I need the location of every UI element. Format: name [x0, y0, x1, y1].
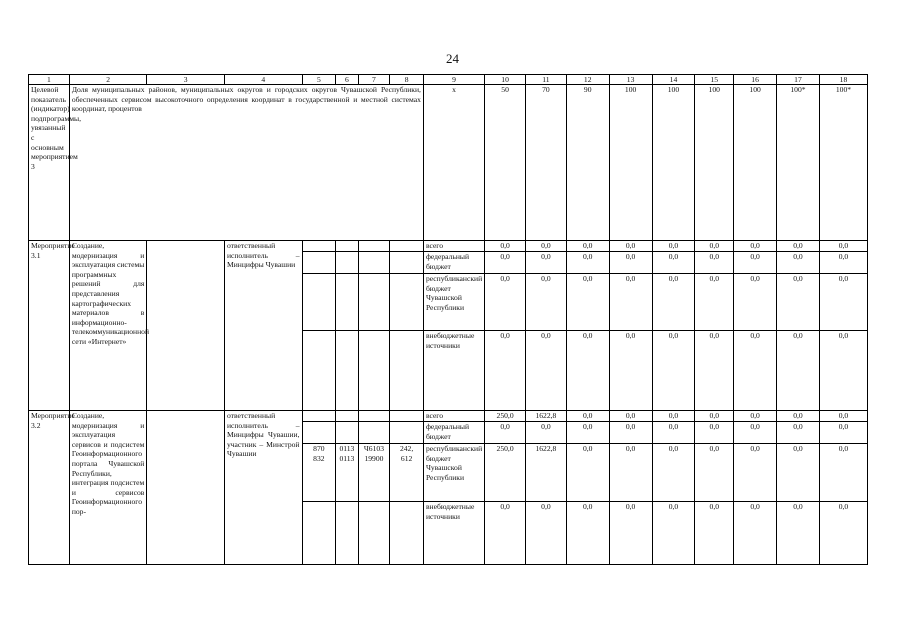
budget-code — [358, 241, 390, 252]
budget-code — [358, 252, 390, 274]
funding-value: 0,0 — [525, 274, 566, 331]
funding-value: 0,0 — [777, 422, 820, 444]
funding-source: республиканский бюджет Чувашской Республики — [423, 274, 484, 331]
funding-value: 0,0 — [485, 252, 526, 274]
column-number: 17 — [777, 75, 820, 85]
funding-value: 0,0 — [485, 422, 526, 444]
measure-participants — [147, 411, 225, 565]
funding-value: 0,0 — [695, 411, 734, 422]
funding-value: 0,0 — [777, 241, 820, 252]
budget-code — [390, 241, 424, 252]
target-value: 70 — [525, 85, 566, 241]
funding-value: 0,0 — [819, 331, 867, 411]
budget-code — [336, 331, 358, 411]
budget-code — [358, 274, 390, 331]
column-number: 5 — [302, 75, 336, 85]
funding-value: 0,0 — [652, 241, 695, 252]
column-number: 14 — [652, 75, 695, 85]
budget-code: 242, 612 — [390, 444, 424, 502]
funding-source: внебюджетные источники — [423, 502, 484, 565]
funding-source: всего — [423, 411, 484, 422]
measure-executor: ответственный исполнитель – Минцифры Чувашии — [224, 241, 302, 411]
measure-label: Мероприятие 3.2 — [29, 411, 70, 565]
column-number: 7 — [358, 75, 390, 85]
funding-value: 0,0 — [485, 274, 526, 331]
target-indicator-label: Целевой показатель (индикатор) подпрограммы, увязанный с основным мероприятием 3 — [29, 85, 70, 241]
funding-value: 0,0 — [609, 422, 652, 444]
funding-value: 0,0 — [777, 411, 820, 422]
target-indicator-row — [29, 85, 868, 241]
funding-value: 0,0 — [819, 274, 867, 331]
target-value: 100 — [652, 85, 695, 241]
funding-value: 0,0 — [525, 331, 566, 411]
funding-value: 0,0 — [734, 331, 777, 411]
budget-code — [358, 331, 390, 411]
funding-source: всего — [423, 241, 484, 252]
program-table — [28, 74, 868, 565]
funding-value: 0,0 — [609, 502, 652, 565]
funding-value: 0,0 — [485, 241, 526, 252]
budget-code — [390, 274, 424, 331]
target-value: 90 — [566, 85, 609, 241]
funding-value: 0,0 — [566, 444, 609, 502]
budget-code — [390, 331, 424, 411]
page-number: 24 — [446, 51, 459, 66]
measure-executor: ответственный исполнитель – Минцифры Чувашии, участник – Минстрой Чувашии — [224, 411, 302, 565]
funding-value: 0,0 — [695, 422, 734, 444]
funding-value: 0,0 — [609, 241, 652, 252]
budget-code — [336, 411, 358, 422]
budget-code — [390, 411, 424, 422]
funding-value: 250,0 — [485, 411, 526, 422]
funding-value: 0,0 — [525, 502, 566, 565]
funding-value: 0,0 — [652, 444, 695, 502]
measure-row — [29, 411, 868, 422]
funding-value: 0,0 — [566, 502, 609, 565]
funding-source: республиканский бюджет Чувашской Республики — [423, 444, 484, 502]
budget-code — [390, 252, 424, 274]
budget-code: 870 832 — [302, 444, 336, 502]
funding-value: 0,0 — [485, 502, 526, 565]
funding-value: 0,0 — [777, 331, 820, 411]
column-number: 3 — [147, 75, 225, 85]
funding-value: 0,0 — [609, 274, 652, 331]
column-number: 16 — [734, 75, 777, 85]
funding-value: 0,0 — [695, 252, 734, 274]
funding-value: 0,0 — [652, 502, 695, 565]
budget-code: 0113 0113 — [336, 444, 358, 502]
funding-value: 0,0 — [734, 422, 777, 444]
funding-value: 0,0 — [777, 444, 820, 502]
budget-code — [358, 422, 390, 444]
budget-code — [390, 422, 424, 444]
funding-value: 0,0 — [777, 274, 820, 331]
measure-name: Создание, модернизация и эксплуатация системы программных решений для представления картографических материалов в информационно-телекоммуникационной сети «Интернет» — [69, 241, 147, 411]
budget-code — [302, 252, 336, 274]
target-value: 100* — [819, 85, 867, 241]
funding-value: 0,0 — [777, 252, 820, 274]
funding-value: 0,0 — [734, 241, 777, 252]
budget-code — [336, 502, 358, 565]
funding-value: 0,0 — [819, 502, 867, 565]
funding-value: 0,0 — [652, 331, 695, 411]
funding-value: 0,0 — [695, 444, 734, 502]
column-number: 4 — [224, 75, 302, 85]
funding-value: 0,0 — [566, 252, 609, 274]
measure-row — [29, 241, 868, 252]
funding-value: 0,0 — [485, 331, 526, 411]
column-number: 15 — [695, 75, 734, 85]
funding-value: 0,0 — [566, 274, 609, 331]
funding-value: 0,0 — [609, 252, 652, 274]
funding-value: 0,0 — [652, 274, 695, 331]
funding-source: федеральный бюджет — [423, 422, 484, 444]
column-number: 2 — [69, 75, 147, 85]
funding-value: 1622,8 — [525, 411, 566, 422]
funding-value: 0,0 — [819, 422, 867, 444]
funding-source: внебюджетные источники — [423, 331, 484, 411]
funding-value: 0,0 — [652, 252, 695, 274]
funding-value: 0,0 — [566, 241, 609, 252]
target-indicator-source: х — [423, 85, 484, 241]
column-number: 18 — [819, 75, 867, 85]
funding-value: 0,0 — [777, 502, 820, 565]
measure-name: Создание, модернизация и эксплуатация сервисов и подсистем Геоинформационного портала Чувашской Республики, интеграция подсистем и сервисов Геоинформационного пор- — [69, 411, 147, 565]
funding-value: 0,0 — [566, 331, 609, 411]
funding-value: 0,0 — [525, 422, 566, 444]
funding-value: 0,0 — [652, 411, 695, 422]
budget-code — [336, 252, 358, 274]
funding-value: 0,0 — [819, 444, 867, 502]
funding-value: 0,0 — [695, 241, 734, 252]
measure-participants — [147, 241, 225, 411]
budget-code — [302, 422, 336, 444]
funding-value: 0,0 — [525, 241, 566, 252]
budget-code — [336, 422, 358, 444]
funding-value: 0,0 — [819, 252, 867, 274]
target-value: 100 — [734, 85, 777, 241]
budget-code — [302, 241, 336, 252]
target-value: 50 — [485, 85, 526, 241]
target-indicator-text: Доля муниципальных районов, муниципальных округов и городских округов Чувашской Республики, обеспеченных сервисом высокоточного определения координат в государственной и местной системах координат, процентов — [69, 85, 423, 241]
budget-code — [302, 502, 336, 565]
funding-value: 0,0 — [695, 502, 734, 565]
budget-code — [302, 274, 336, 331]
measure-label: Мероприятие 3.1 — [29, 241, 70, 411]
funding-value: 0,0 — [566, 411, 609, 422]
column-number: 13 — [609, 75, 652, 85]
column-number: 9 — [423, 75, 484, 85]
column-number: 8 — [390, 75, 424, 85]
funding-value: 0,0 — [609, 411, 652, 422]
budget-code — [302, 331, 336, 411]
funding-value: 0,0 — [734, 252, 777, 274]
funding-value: 0,0 — [695, 331, 734, 411]
budget-code — [302, 411, 336, 422]
target-value: 100 — [609, 85, 652, 241]
target-value: 100* — [777, 85, 820, 241]
budget-code — [336, 274, 358, 331]
funding-value: 0,0 — [819, 411, 867, 422]
column-number: 6 — [336, 75, 358, 85]
funding-value: 0,0 — [819, 241, 867, 252]
header-row — [29, 75, 868, 85]
column-number: 12 — [566, 75, 609, 85]
column-number: 11 — [525, 75, 566, 85]
budget-code — [390, 502, 424, 565]
funding-value: 0,0 — [734, 274, 777, 331]
funding-value: 0,0 — [734, 502, 777, 565]
budget-code — [358, 411, 390, 422]
funding-value: 0,0 — [734, 444, 777, 502]
funding-source: федеральный бюджет — [423, 252, 484, 274]
funding-value: 0,0 — [566, 422, 609, 444]
target-value: 100 — [695, 85, 734, 241]
funding-value: 1622,8 — [525, 444, 566, 502]
budget-code: Ч6103 19900 — [358, 444, 390, 502]
budget-code — [358, 502, 390, 565]
column-number: 10 — [485, 75, 526, 85]
funding-value: 0,0 — [734, 411, 777, 422]
funding-value: 0,0 — [609, 444, 652, 502]
funding-value: 0,0 — [525, 252, 566, 274]
funding-value: 0,0 — [609, 331, 652, 411]
funding-value: 0,0 — [695, 274, 734, 331]
funding-value: 0,0 — [652, 422, 695, 444]
column-number: 1 — [29, 75, 70, 85]
budget-code — [336, 241, 358, 252]
funding-value: 250,0 — [485, 444, 526, 502]
